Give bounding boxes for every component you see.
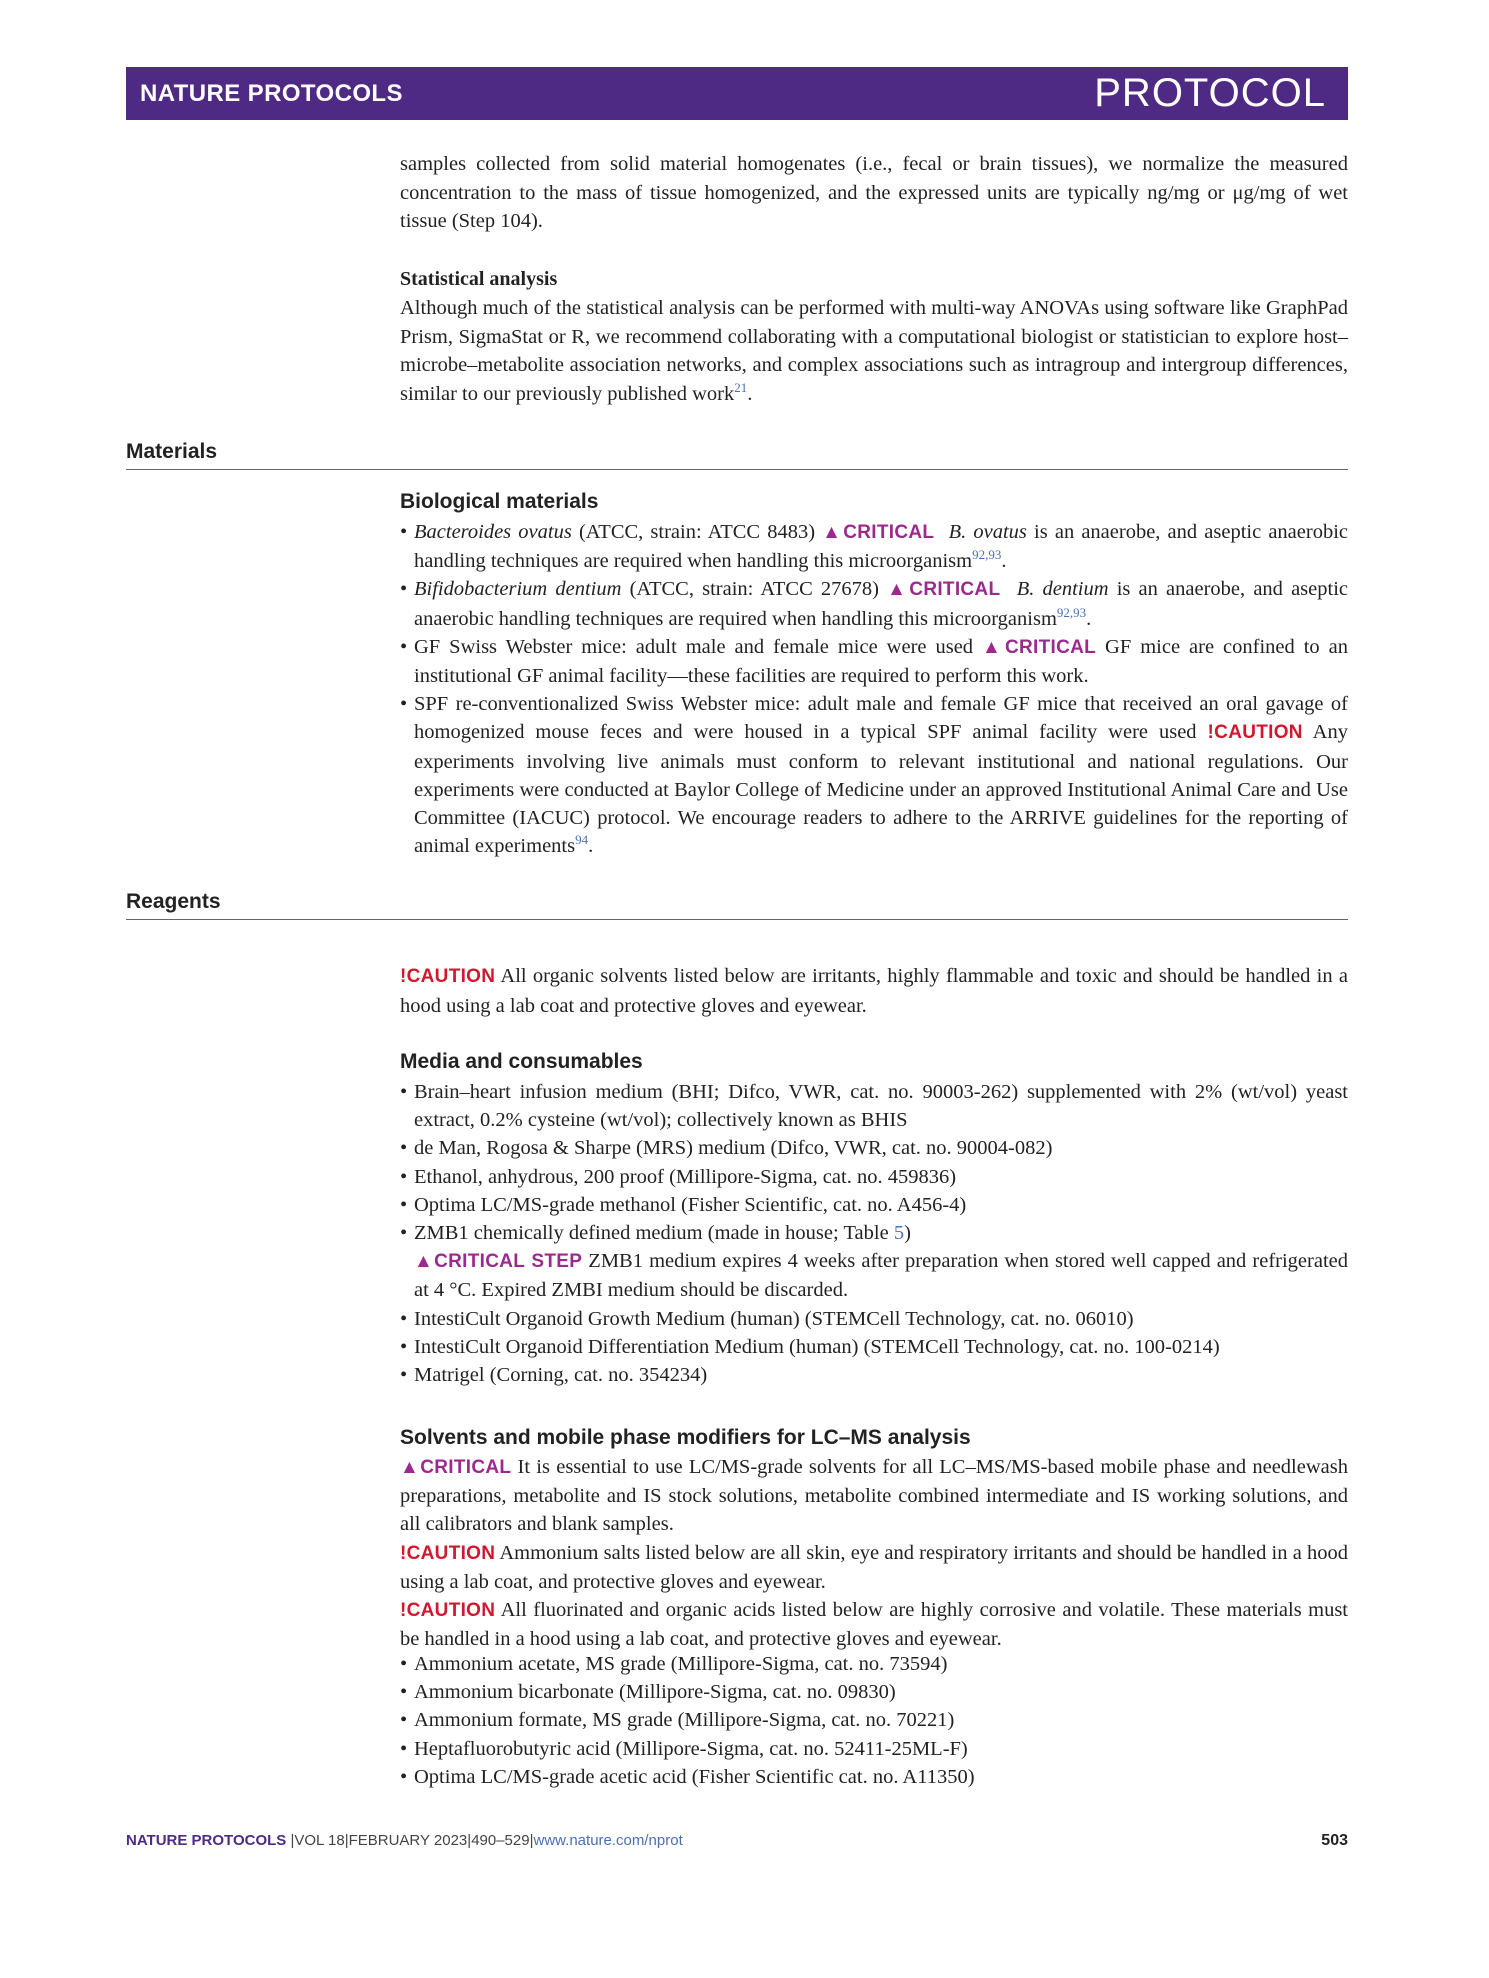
footer-journal: NATURE PROTOCOLS: [126, 1832, 287, 1849]
critical-label: ▲CRITICAL: [887, 579, 1001, 601]
biological-materials-heading: Biological materials: [400, 490, 599, 513]
list-item: • IntestiCult Organoid Growth Medium (human) (STEMCell Technology, cat. no. 06010): [400, 1305, 1348, 1333]
list-item: • de Man, Rogosa & Sharpe (MRS) medium (Difco, VWR, cat. no. 90004-082): [400, 1134, 1348, 1162]
species-abbrev: B. dentium: [1016, 578, 1109, 601]
caution-label: !CAUTION: [400, 1600, 496, 1622]
footer-sep: |: [529, 1832, 534, 1849]
citation-link[interactable]: 94: [575, 832, 589, 848]
item-text: GF mice are confined to an institutional GF animal facility—these facilities are required to perform this work.: [414, 635, 1348, 688]
species-abbrev: B. ovatus: [948, 521, 1027, 543]
caution-text: All organic solvents listed below are irritants, highly flammable and toxic and should be handled in a hood using a lab coat and protective gloves and eyewear.: [400, 965, 1348, 1017]
critical-label: ▲CRITICAL: [982, 636, 1097, 658]
list-item: • Brain–heart infusion medium (BHI; Difco, VWR, cat. no. 90003-262) supplemented with 2% (wt/vol) yeast extract, 0.2% cysteine (wt/vol); collectively known as BHIS: [400, 1078, 1348, 1134]
item-end: .: [588, 835, 594, 858]
intro-paragraph: [400, 150, 1348, 236]
item-text: (ATCC, strain: ATCC 27678): [621, 578, 888, 601]
list-item: • Ethanol, anhydrous, 200 proof (Millipore-Sigma, cat. no. 459836): [400, 1163, 1348, 1191]
list-item: • Optima LC/MS-grade methanol (Fisher Scientific, cat. no. A456-4): [400, 1191, 1348, 1219]
section-divider: [126, 469, 1348, 470]
caution-label: !CAUTION: [400, 966, 496, 987]
critical-label: ▲CRITICAL: [400, 1457, 512, 1478]
media-heading: Media and consumables: [400, 1050, 643, 1073]
footer-date: FEBRUARY 2023: [348, 1832, 468, 1849]
caution-label: !CAUTION: [400, 1542, 496, 1564]
caution-text: Ammonium salts listed below are all skin, eye and respiratory irritants and should be handled in a hood using a lab coat, and protective gloves and eyewear.: [400, 1541, 1348, 1593]
species-name: Bacteroides ovatus: [414, 521, 572, 543]
item-text: GF Swiss Webster mice: adult male and female mice were used: [414, 635, 983, 658]
critical-step-label: ▲CRITICAL STEP: [414, 1251, 583, 1273]
citation-link[interactable]: 92,93: [1056, 604, 1087, 620]
footer-pages: 490–529: [471, 1832, 530, 1849]
item-text: is an anaerobe, and aseptic anaerobic handling techniques are required when handling this microorganism: [414, 521, 1348, 573]
item-text: Any experiments involving live animals must conform to relevant institutional and national regulations. Our experiments were conducted at Baylor College of Medicine under an approved Institutional Animal Care and Use Committee (IACUC) protocol. We encourage readers to adhere to the ARRIVE guidelines for the reporting of animal experiments: [414, 721, 1348, 858]
item-text: ZMB1 medium expires 4 weeks after preparation when stored well capped and refrigerated at 4 °C. Expired ZMBI medium should be discarded.: [414, 1250, 1348, 1302]
species-name: Bifidobacterium dentium: [414, 578, 622, 601]
list-item: • Heptafluorobutyric acid (Millipore-Sigma, cat. no. 52411-25ML-F): [400, 1735, 1348, 1763]
list-item: [400, 1219, 1348, 1247]
footer-sep: |: [467, 1832, 472, 1849]
list-item: • Optima LC/MS-grade acetic acid (Fisher Scientific cat. no. A11350): [400, 1763, 1348, 1791]
caution-text: All fluorinated and organic acids listed below are highly corrosive and volatile. These materials must be handled in a hood using a lab coat, and protective gloves and eyewear.: [400, 1599, 1348, 1651]
item-end: ): [904, 1222, 911, 1245]
list-item: [400, 690, 1348, 860]
list-item: • Ammonium bicarbonate (Millipore-Sigma, cat. no. 09830): [400, 1678, 1348, 1706]
list-item: • Ammonium acetate, MS grade (Millipore-Sigma, cat. no. 73594): [400, 1650, 1348, 1678]
list-item: [400, 518, 1348, 575]
list-item: [400, 575, 1348, 632]
item-text: is an anaerobe, and aseptic anaerobic handling techniques are required when handling this microorganism: [414, 578, 1348, 630]
solvents-heading: Solvents and mobile phase modifiers for LC–MS analysis: [400, 1426, 971, 1449]
list-item: [400, 633, 1348, 690]
footer-volume: VOL 18: [294, 1832, 345, 1849]
section-divider: [126, 919, 1348, 920]
stats-end: .: [747, 382, 753, 405]
citation-link[interactable]: 21: [734, 379, 748, 395]
list-item: • IntestiCult Organoid Differentiation Medium (human) (STEMCell Technology, cat. no. 100-0214): [400, 1333, 1348, 1361]
journal-name: NATURE PROTOCOLS: [140, 80, 403, 107]
journal-header-bar: [126, 67, 1348, 120]
intro-text: samples collected from solid material homogenates (i.e., fecal or brain tissues), we normalize the measured concentration to the mass of tissue homogenized, and the expressed units are typically ng/mg or μg/mg of wet tissue (Step 104).: [400, 153, 1348, 233]
solvents-critical: [400, 1453, 1348, 1653]
footer-url-link[interactable]: www.nature.com/nprot: [533, 1832, 683, 1849]
critical-label: ▲CRITICAL: [822, 522, 935, 543]
item-end: .: [1086, 607, 1092, 630]
critical-step-note: [400, 1247, 1348, 1304]
table-link[interactable]: 5: [893, 1222, 905, 1245]
list-item: • Ammonium formate, MS grade (Millipore-Sigma, cat. no. 70221): [400, 1706, 1348, 1734]
item-text: (ATCC, strain: ATCC 8483): [571, 521, 823, 543]
page-number: 503: [1321, 1832, 1348, 1849]
media-list: [400, 1078, 1348, 1389]
stats-body: Although much of the statistical analysis can be performed with multi-way ANOVAs using software like GraphPad Prism, SigmaStat or R, we recommend collaborating with a computational biologist or statistician to explore host–microbe–metabolite association networks, and complex associations such as intragroup and intergroup differences, similar to our previously published work: [400, 297, 1348, 405]
section-reagents: Reagents: [126, 890, 221, 913]
article-type: PROTOCOL: [1094, 71, 1326, 115]
footer-sep: |: [290, 1832, 295, 1849]
item-text: SPF re-conventionalized Swiss Webster mice: adult male and female GF mice that received an oral gavage of homogenized mouse feces and were housed in a typical SPF animal facility were used: [414, 693, 1348, 744]
solvents-list: [400, 1650, 1348, 1791]
biological-materials-list: [400, 518, 1348, 860]
list-item: • Matrigel (Corning, cat. no. 354234): [400, 1361, 1348, 1389]
section-materials: Materials: [126, 440, 218, 463]
reagents-caution: [400, 962, 1348, 1020]
citation-link[interactable]: 92,93: [972, 547, 1002, 563]
page-footer: [126, 1832, 1348, 1849]
footer-sep: |: [344, 1832, 349, 1849]
item-text: ZMB1 chemically defined medium (made in house; Table: [414, 1222, 894, 1245]
caution-label: !CAUTION: [1207, 722, 1303, 744]
stats-paragraph: [400, 294, 1348, 408]
item-end: .: [1001, 550, 1007, 573]
critical-text: It is essential to use LC/MS-grade solvents for all LC–MS/MS-based mobile phase and needlewash preparations, metabolite and IS stock solutions, metabolite combined intermediate and IS working solutions, and all calibrators and blank samples.: [400, 1456, 1348, 1536]
stats-heading: Statistical analysis: [400, 268, 558, 290]
